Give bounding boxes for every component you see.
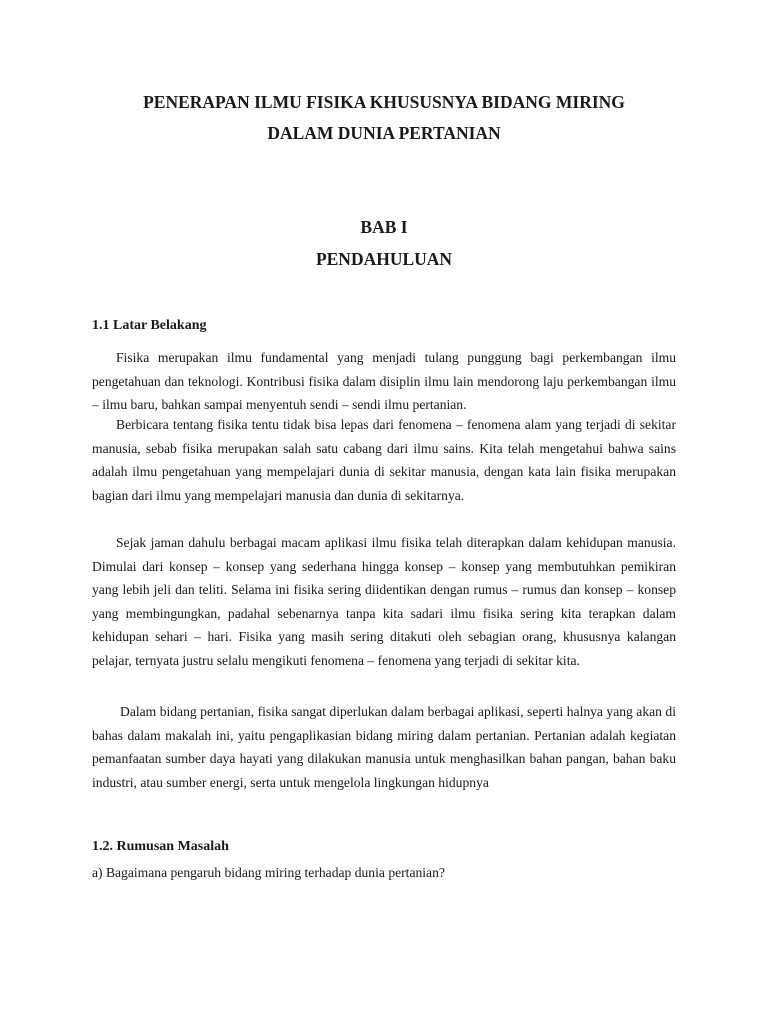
paragraph-3: Sejak jaman dahulu berbagai macam aplikasi ilmu fisika telah diterapkan dalam kehidupan manusia. Dimulai dari konsep – konsep yang sederhana hingga konsep – konsep yang membutuhkan pemikiran yang lebih jeli dan teliti. Selama ini fisika sering diidentikan dengan rumus – rumus dan konsep – konsep yang membingungkan, padahal sebenarnya tanpa kita sadari ilmu fisika sering kita terapkan dalam kehidupan sehari – hari. Fisika yang masih sering ditakuti oleh sebagian orang, khususnya kalangan pelajar, ternyata justru selalu mengikuti fenomena – fenomena yang terjadi di sekitar kita. [92,535,676,668]
paragraph-4: Dalam bidang pertanian, fisika sangat diperlukan dalam berbagai aplikasi, seperti halnya yang akan di bahas dalam makalah ini, yaitu pengaplikasian bidang miring dalam pertanian. Pertanian adalah kegiatan pemanfaatan sumber daya hayati yang dilakukan manusia untuk menghasilkan bahan pangan, bahan baku industri, atau sumber energi, serta untuk mengelola lingkungan hidupnya [92,704,676,790]
document-title-line-1: PENERAPAN ILMU FISIKA KHUSUSNYA BIDANG MIRING [143,92,625,112]
problem-question-a: a) Bagaimana pengaruh bidang miring terhadap dunia pertanian? [92,865,445,880]
chapter-title: PENDAHULUAN [315,249,453,269]
paragraph-2: Berbicara tentang fisika tentu tidak bisa lepas dari fenomena – fenomena alam yang terjadi di sekitar manusia, sebab fisika merupakan salah satu cabang dari ilmu sains. Kita telah mengetahui bahwa sains adalah ilmu pengetahuan yang mempelajari dunia di sekitar manusia, dengan kata lain fisika merupakan bagian dari ilmu yang mempelajari manusia dan dunia di sekitarnya. [92,417,676,503]
section-heading-rumusan-masalah: 1.2. Rumusan Masalah [92,839,229,854]
document-title-line-2: DALAM DUNIA PERTANIAN [267,123,501,143]
chapter-label: BAB I [360,217,408,237]
section-heading-latar-belakang: 1.1 Latar Belakang [92,318,207,333]
paragraph-1: Fisika merupakan ilmu fundamental yang menjadi tulang punggung bagi perkembangan ilmu pengetahuan dan teknologi. Kontribusi fisika dalam disiplin ilmu lain mendorong laju perkembangan ilmu – ilmu baru, bahkan sampai menyentuh sendi – sendi ilmu pertanian. [92,350,676,412]
